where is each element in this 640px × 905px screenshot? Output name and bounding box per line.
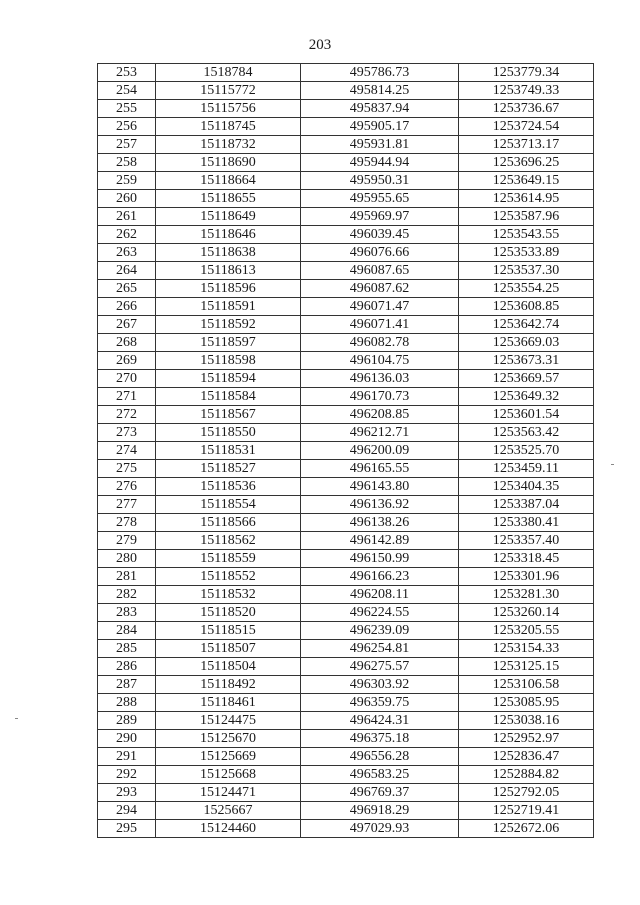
x-coordinate-cell: 496303.92 bbox=[301, 676, 459, 694]
y-coordinate-cell: 1253779.34 bbox=[459, 64, 594, 82]
point-number-cell: 281 bbox=[98, 568, 156, 586]
y-coordinate-cell: 1253649.32 bbox=[459, 388, 594, 406]
code-cell: 15118638 bbox=[156, 244, 301, 262]
point-number-cell: 253 bbox=[98, 64, 156, 82]
point-number-cell: 269 bbox=[98, 352, 156, 370]
y-coordinate-cell: 1252952.97 bbox=[459, 730, 594, 748]
x-coordinate-cell: 495814.25 bbox=[301, 82, 459, 100]
table-row bbox=[98, 586, 594, 604]
y-coordinate-cell: 1253318.45 bbox=[459, 550, 594, 568]
x-coordinate-cell: 496076.66 bbox=[301, 244, 459, 262]
x-coordinate-cell: 496150.99 bbox=[301, 550, 459, 568]
table-row bbox=[98, 190, 594, 208]
y-coordinate-cell: 1253614.95 bbox=[459, 190, 594, 208]
table-row bbox=[98, 748, 594, 766]
x-coordinate-cell: 495944.94 bbox=[301, 154, 459, 172]
y-coordinate-cell: 1253563.42 bbox=[459, 424, 594, 442]
y-coordinate-cell: 1253459.11 bbox=[459, 460, 594, 478]
y-coordinate-cell: 1253724.54 bbox=[459, 118, 594, 136]
point-number-cell: 267 bbox=[98, 316, 156, 334]
point-number-cell: 277 bbox=[98, 496, 156, 514]
point-number-cell: 272 bbox=[98, 406, 156, 424]
table-row bbox=[98, 82, 594, 100]
code-cell: 15118649 bbox=[156, 208, 301, 226]
x-coordinate-cell: 496583.25 bbox=[301, 766, 459, 784]
y-coordinate-cell: 1253543.55 bbox=[459, 226, 594, 244]
y-coordinate-cell: 1253154.33 bbox=[459, 640, 594, 658]
y-coordinate-cell: 1252719.41 bbox=[459, 802, 594, 820]
y-coordinate-cell: 1253713.17 bbox=[459, 136, 594, 154]
y-coordinate-cell: 1253608.85 bbox=[459, 298, 594, 316]
table-row bbox=[98, 262, 594, 280]
code-cell: 15118532 bbox=[156, 586, 301, 604]
table-row bbox=[98, 352, 594, 370]
x-coordinate-cell: 495969.97 bbox=[301, 208, 459, 226]
y-coordinate-cell: 1253106.58 bbox=[459, 676, 594, 694]
point-number-cell: 273 bbox=[98, 424, 156, 442]
x-coordinate-cell: 496170.73 bbox=[301, 388, 459, 406]
y-coordinate-cell: 1253649.15 bbox=[459, 172, 594, 190]
point-number-cell: 259 bbox=[98, 172, 156, 190]
table-row bbox=[98, 316, 594, 334]
table-row bbox=[98, 802, 594, 820]
x-coordinate-cell: 496143.80 bbox=[301, 478, 459, 496]
x-coordinate-cell: 496136.92 bbox=[301, 496, 459, 514]
table-row bbox=[98, 514, 594, 532]
point-number-cell: 292 bbox=[98, 766, 156, 784]
code-cell: 15115772 bbox=[156, 82, 301, 100]
code-cell: 15125669 bbox=[156, 748, 301, 766]
table-row bbox=[98, 604, 594, 622]
code-cell: 15118520 bbox=[156, 604, 301, 622]
x-coordinate-cell: 495931.81 bbox=[301, 136, 459, 154]
x-coordinate-cell: 495950.31 bbox=[301, 172, 459, 190]
point-number-cell: 276 bbox=[98, 478, 156, 496]
code-cell: 15118664 bbox=[156, 172, 301, 190]
y-coordinate-cell: 1253281.30 bbox=[459, 586, 594, 604]
code-cell: 15118584 bbox=[156, 388, 301, 406]
point-number-cell: 287 bbox=[98, 676, 156, 694]
y-coordinate-cell: 1253125.15 bbox=[459, 658, 594, 676]
code-cell: 15118552 bbox=[156, 568, 301, 586]
table-row bbox=[98, 712, 594, 730]
x-coordinate-cell: 496212.71 bbox=[301, 424, 459, 442]
point-number-cell: 266 bbox=[98, 298, 156, 316]
x-coordinate-cell: 496087.65 bbox=[301, 262, 459, 280]
table-row bbox=[98, 568, 594, 586]
y-coordinate-cell: 1252884.82 bbox=[459, 766, 594, 784]
table-row bbox=[98, 154, 594, 172]
y-coordinate-cell: 1253205.55 bbox=[459, 622, 594, 640]
y-coordinate-cell: 1253404.35 bbox=[459, 478, 594, 496]
table-row bbox=[98, 370, 594, 388]
point-number-cell: 256 bbox=[98, 118, 156, 136]
x-coordinate-cell: 495905.17 bbox=[301, 118, 459, 136]
x-coordinate-cell: 496275.57 bbox=[301, 658, 459, 676]
point-number-cell: 258 bbox=[98, 154, 156, 172]
coordinates-table-body bbox=[98, 64, 594, 838]
x-coordinate-cell: 496071.41 bbox=[301, 316, 459, 334]
y-coordinate-cell: 1253387.04 bbox=[459, 496, 594, 514]
code-cell: 15118567 bbox=[156, 406, 301, 424]
table-row bbox=[98, 298, 594, 316]
table-row bbox=[98, 280, 594, 298]
point-number-cell: 286 bbox=[98, 658, 156, 676]
page-number: 203 bbox=[308, 37, 332, 53]
table-row bbox=[98, 496, 594, 514]
x-coordinate-cell: 496082.78 bbox=[301, 334, 459, 352]
code-cell: 15118597 bbox=[156, 334, 301, 352]
y-coordinate-cell: 1253554.25 bbox=[459, 280, 594, 298]
point-number-cell: 280 bbox=[98, 550, 156, 568]
table-row bbox=[98, 64, 594, 82]
point-number-cell: 270 bbox=[98, 370, 156, 388]
table-row bbox=[98, 406, 594, 424]
point-number-cell: 254 bbox=[98, 82, 156, 100]
code-cell: 15118492 bbox=[156, 676, 301, 694]
x-coordinate-cell: 496166.23 bbox=[301, 568, 459, 586]
point-number-cell: 282 bbox=[98, 586, 156, 604]
code-cell: 15118515 bbox=[156, 622, 301, 640]
code-cell: 15118536 bbox=[156, 478, 301, 496]
y-coordinate-cell: 1253537.30 bbox=[459, 262, 594, 280]
code-cell: 15118559 bbox=[156, 550, 301, 568]
point-number-cell: 290 bbox=[98, 730, 156, 748]
point-number-cell: 275 bbox=[98, 460, 156, 478]
y-coordinate-cell: 1252836.47 bbox=[459, 748, 594, 766]
x-coordinate-cell: 496424.31 bbox=[301, 712, 459, 730]
x-coordinate-cell: 496104.75 bbox=[301, 352, 459, 370]
x-coordinate-cell: 496087.62 bbox=[301, 280, 459, 298]
table-row bbox=[98, 442, 594, 460]
point-number-cell: 285 bbox=[98, 640, 156, 658]
code-cell: 15118690 bbox=[156, 154, 301, 172]
code-cell: 15118596 bbox=[156, 280, 301, 298]
table-row bbox=[98, 100, 594, 118]
point-number-cell: 284 bbox=[98, 622, 156, 640]
table-row bbox=[98, 136, 594, 154]
x-coordinate-cell: 496142.89 bbox=[301, 532, 459, 550]
code-cell: 15125670 bbox=[156, 730, 301, 748]
code-cell: 15124471 bbox=[156, 784, 301, 802]
table-row bbox=[98, 640, 594, 658]
x-coordinate-cell: 495955.65 bbox=[301, 190, 459, 208]
x-coordinate-cell: 496138.26 bbox=[301, 514, 459, 532]
x-coordinate-cell: 496165.55 bbox=[301, 460, 459, 478]
y-coordinate-cell: 1253260.14 bbox=[459, 604, 594, 622]
y-coordinate-cell: 1253380.41 bbox=[459, 514, 594, 532]
table-row bbox=[98, 694, 594, 712]
x-coordinate-cell: 496254.81 bbox=[301, 640, 459, 658]
y-coordinate-cell: 1253525.70 bbox=[459, 442, 594, 460]
code-cell: 15118745 bbox=[156, 118, 301, 136]
y-coordinate-cell: 1252672.06 bbox=[459, 820, 594, 838]
point-number-cell: 291 bbox=[98, 748, 156, 766]
point-number-cell: 265 bbox=[98, 280, 156, 298]
point-number-cell: 264 bbox=[98, 262, 156, 280]
scan-speck bbox=[611, 464, 614, 465]
code-cell: 15118598 bbox=[156, 352, 301, 370]
y-coordinate-cell: 1253696.25 bbox=[459, 154, 594, 172]
table-row bbox=[98, 820, 594, 838]
y-coordinate-cell: 1253357.40 bbox=[459, 532, 594, 550]
x-coordinate-cell: 496136.03 bbox=[301, 370, 459, 388]
table-row bbox=[98, 622, 594, 640]
x-coordinate-cell: 496375.18 bbox=[301, 730, 459, 748]
x-coordinate-cell: 496208.85 bbox=[301, 406, 459, 424]
code-cell: 1525667 bbox=[156, 802, 301, 820]
point-number-cell: 262 bbox=[98, 226, 156, 244]
y-coordinate-cell: 1253673.31 bbox=[459, 352, 594, 370]
x-coordinate-cell: 497029.93 bbox=[301, 820, 459, 838]
x-coordinate-cell: 496918.29 bbox=[301, 802, 459, 820]
table-row bbox=[98, 460, 594, 478]
y-coordinate-cell: 1253749.33 bbox=[459, 82, 594, 100]
point-number-cell: 261 bbox=[98, 208, 156, 226]
y-coordinate-cell: 1253736.67 bbox=[459, 100, 594, 118]
point-number-cell: 257 bbox=[98, 136, 156, 154]
table-row bbox=[98, 532, 594, 550]
x-coordinate-cell: 496769.37 bbox=[301, 784, 459, 802]
point-number-cell: 278 bbox=[98, 514, 156, 532]
table-row bbox=[98, 478, 594, 496]
table-row bbox=[98, 676, 594, 694]
x-coordinate-cell: 495837.94 bbox=[301, 100, 459, 118]
x-coordinate-cell: 496200.09 bbox=[301, 442, 459, 460]
y-coordinate-cell: 1253085.95 bbox=[459, 694, 594, 712]
code-cell: 15118504 bbox=[156, 658, 301, 676]
table-row bbox=[98, 424, 594, 442]
code-cell: 15124460 bbox=[156, 820, 301, 838]
table-row bbox=[98, 766, 594, 784]
table-row bbox=[98, 730, 594, 748]
coordinates-table bbox=[97, 63, 594, 838]
code-cell: 15115756 bbox=[156, 100, 301, 118]
code-cell: 15118646 bbox=[156, 226, 301, 244]
y-coordinate-cell: 1253601.54 bbox=[459, 406, 594, 424]
code-cell: 15118613 bbox=[156, 262, 301, 280]
y-coordinate-cell: 1253038.16 bbox=[459, 712, 594, 730]
code-cell: 15124475 bbox=[156, 712, 301, 730]
point-number-cell: 295 bbox=[98, 820, 156, 838]
code-cell: 15118592 bbox=[156, 316, 301, 334]
x-coordinate-cell: 496224.55 bbox=[301, 604, 459, 622]
code-cell: 15118566 bbox=[156, 514, 301, 532]
y-coordinate-cell: 1253669.57 bbox=[459, 370, 594, 388]
point-number-cell: 274 bbox=[98, 442, 156, 460]
point-number-cell: 279 bbox=[98, 532, 156, 550]
x-coordinate-cell: 496359.75 bbox=[301, 694, 459, 712]
code-cell: 15125668 bbox=[156, 766, 301, 784]
table-row bbox=[98, 208, 594, 226]
scan-speck bbox=[15, 718, 18, 719]
point-number-cell: 260 bbox=[98, 190, 156, 208]
table-row bbox=[98, 118, 594, 136]
y-coordinate-cell: 1253642.74 bbox=[459, 316, 594, 334]
table-row bbox=[98, 658, 594, 676]
code-cell: 15118554 bbox=[156, 496, 301, 514]
x-coordinate-cell: 496039.45 bbox=[301, 226, 459, 244]
x-coordinate-cell: 496071.47 bbox=[301, 298, 459, 316]
x-coordinate-cell: 496556.28 bbox=[301, 748, 459, 766]
x-coordinate-cell: 496208.11 bbox=[301, 586, 459, 604]
y-coordinate-cell: 1252792.05 bbox=[459, 784, 594, 802]
point-number-cell: 293 bbox=[98, 784, 156, 802]
code-cell: 15118594 bbox=[156, 370, 301, 388]
table-row bbox=[98, 226, 594, 244]
point-number-cell: 255 bbox=[98, 100, 156, 118]
code-cell: 15118527 bbox=[156, 460, 301, 478]
y-coordinate-cell: 1253669.03 bbox=[459, 334, 594, 352]
x-coordinate-cell: 495786.73 bbox=[301, 64, 459, 82]
table-row bbox=[98, 172, 594, 190]
code-cell: 15118655 bbox=[156, 190, 301, 208]
table-row bbox=[98, 388, 594, 406]
point-number-cell: 263 bbox=[98, 244, 156, 262]
code-cell: 15118461 bbox=[156, 694, 301, 712]
point-number-cell: 283 bbox=[98, 604, 156, 622]
code-cell: 1518784 bbox=[156, 64, 301, 82]
point-number-cell: 268 bbox=[98, 334, 156, 352]
code-cell: 15118591 bbox=[156, 298, 301, 316]
code-cell: 15118531 bbox=[156, 442, 301, 460]
table-row bbox=[98, 784, 594, 802]
point-number-cell: 271 bbox=[98, 388, 156, 406]
code-cell: 15118562 bbox=[156, 532, 301, 550]
code-cell: 15118507 bbox=[156, 640, 301, 658]
code-cell: 15118732 bbox=[156, 136, 301, 154]
code-cell: 15118550 bbox=[156, 424, 301, 442]
y-coordinate-cell: 1253533.89 bbox=[459, 244, 594, 262]
point-number-cell: 288 bbox=[98, 694, 156, 712]
table-row bbox=[98, 550, 594, 568]
table-row bbox=[98, 334, 594, 352]
point-number-cell: 294 bbox=[98, 802, 156, 820]
point-number-cell: 289 bbox=[98, 712, 156, 730]
x-coordinate-cell: 496239.09 bbox=[301, 622, 459, 640]
y-coordinate-cell: 1253587.96 bbox=[459, 208, 594, 226]
table-row bbox=[98, 244, 594, 262]
y-coordinate-cell: 1253301.96 bbox=[459, 568, 594, 586]
